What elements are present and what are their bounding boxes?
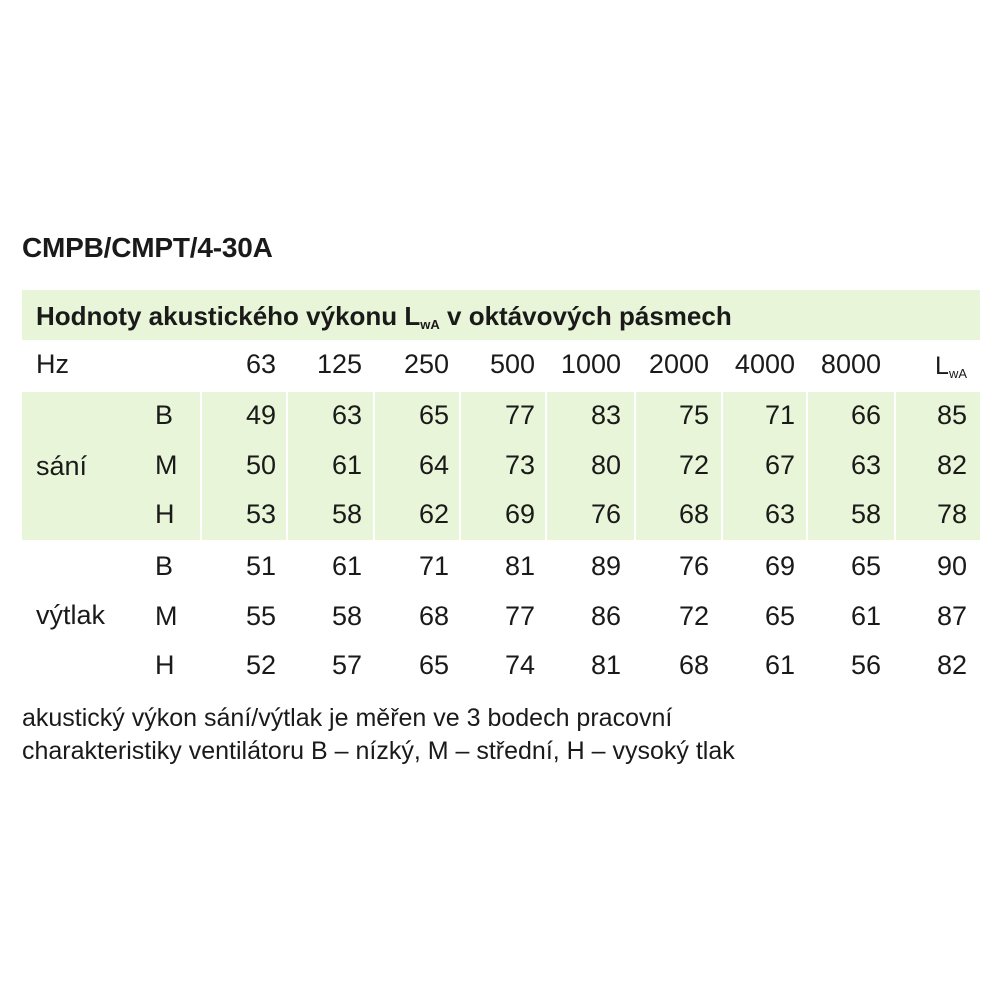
table-title: CMPB/CMPT/4-30A xyxy=(22,232,273,263)
table-cell: 53 xyxy=(245,499,276,529)
table-cell: 68 xyxy=(678,499,709,529)
group-vytlak xyxy=(22,543,980,691)
frequency-header-8000: 8000 xyxy=(820,349,881,379)
table-cell: 73 xyxy=(504,449,535,480)
lwa-cell: 78 xyxy=(936,499,967,529)
lwa-header-main: L xyxy=(935,352,949,380)
table-cell: 81 xyxy=(590,650,621,680)
table-cell: 68 xyxy=(418,600,449,631)
group-label: výtlak xyxy=(36,600,106,630)
table-cell: 83 xyxy=(590,400,621,430)
table-cell: 65 xyxy=(850,551,881,581)
table-cell: 72 xyxy=(678,600,709,631)
table-cell: 63 xyxy=(850,449,881,480)
level-label-H: H xyxy=(155,499,175,529)
table-cell: 75 xyxy=(678,400,709,430)
frequency-header-1000: 1000 xyxy=(560,349,621,379)
lwa-header xyxy=(935,352,967,381)
table-cell: 81 xyxy=(504,551,535,581)
table-cell: 66 xyxy=(850,400,881,430)
acoustic-power-table xyxy=(22,290,980,691)
table-cell: 49 xyxy=(245,400,276,430)
hz-label: Hz xyxy=(36,349,69,379)
footnote-line-1: akustický výkon sání/výtlak je měřen ve 3 bodech pracovní xyxy=(22,704,673,732)
level-label-M: M xyxy=(155,600,178,631)
table-cell: 58 xyxy=(850,499,881,529)
table-cell: 64 xyxy=(418,449,449,480)
table-cell: 61 xyxy=(764,650,795,680)
footnote-line-2: charakteristiky ventilátoru B – nízký, M – střední, H – vysoký tlak xyxy=(22,737,735,765)
table-cell: 55 xyxy=(245,600,276,631)
lwa-cell: 90 xyxy=(936,551,967,581)
table-cell: 57 xyxy=(331,650,362,680)
table-cell: 61 xyxy=(331,551,362,581)
table-cell: 65 xyxy=(418,650,449,680)
lwa-cell: 82 xyxy=(936,650,967,680)
table-cell: 89 xyxy=(590,551,621,581)
table-cell: 62 xyxy=(418,499,449,529)
level-label-B: B xyxy=(155,551,174,581)
lwa-cell: 82 xyxy=(936,449,967,480)
frequency-header-row xyxy=(22,340,980,392)
caption-subscript: wA xyxy=(420,317,440,332)
table-caption xyxy=(22,290,980,340)
table-cell: 63 xyxy=(764,499,795,529)
table-cell: 68 xyxy=(678,650,709,680)
lwa-cell: 87 xyxy=(936,600,967,631)
frequency-header-4000: 4000 xyxy=(734,349,795,379)
table-cell: 69 xyxy=(504,499,535,529)
table-cell: 72 xyxy=(678,449,709,480)
frequency-header-2000: 2000 xyxy=(648,349,709,379)
table-cell: 76 xyxy=(590,499,621,529)
table-cell: 77 xyxy=(504,400,535,430)
level-label-B: B xyxy=(155,400,174,430)
table-cell: 86 xyxy=(590,600,621,631)
caption-tail: v oktávových pásmech xyxy=(439,301,732,331)
frequency-header-63: 63 xyxy=(245,349,276,379)
table-cell: 51 xyxy=(245,551,276,581)
group-sani xyxy=(22,392,980,540)
level-label-H: H xyxy=(155,650,175,680)
table-cell: 50 xyxy=(245,449,276,480)
table-cell: 67 xyxy=(764,449,795,480)
caption-main: Hodnoty akustického výkonu L xyxy=(36,301,421,331)
table-cell: 74 xyxy=(504,650,535,680)
frequency-header-500: 500 xyxy=(489,349,535,379)
table-cell: 65 xyxy=(764,600,795,631)
table-cell: 52 xyxy=(245,650,276,680)
group-label: sání xyxy=(36,451,88,481)
table-cell: 61 xyxy=(850,600,881,631)
table-cell: 63 xyxy=(331,400,362,430)
table-cell: 71 xyxy=(764,400,795,430)
table-cell: 61 xyxy=(331,449,362,480)
table-cell: 65 xyxy=(418,400,449,430)
lwa-cell: 85 xyxy=(936,400,967,430)
table-cell: 58 xyxy=(331,499,362,529)
table-cell: 80 xyxy=(590,449,621,480)
table-cell: 58 xyxy=(331,600,362,631)
level-label-M: M xyxy=(155,449,178,480)
table-cell: 71 xyxy=(418,551,449,581)
table-cell: 69 xyxy=(764,551,795,581)
lwa-header-subscript: wA xyxy=(948,366,967,381)
table-cell: 56 xyxy=(850,650,881,680)
table-cell: 76 xyxy=(678,551,709,581)
frequency-header-125: 125 xyxy=(316,349,362,379)
table-cell: 77 xyxy=(504,600,535,631)
frequency-header-250: 250 xyxy=(403,349,449,379)
table-footnote xyxy=(22,702,982,768)
